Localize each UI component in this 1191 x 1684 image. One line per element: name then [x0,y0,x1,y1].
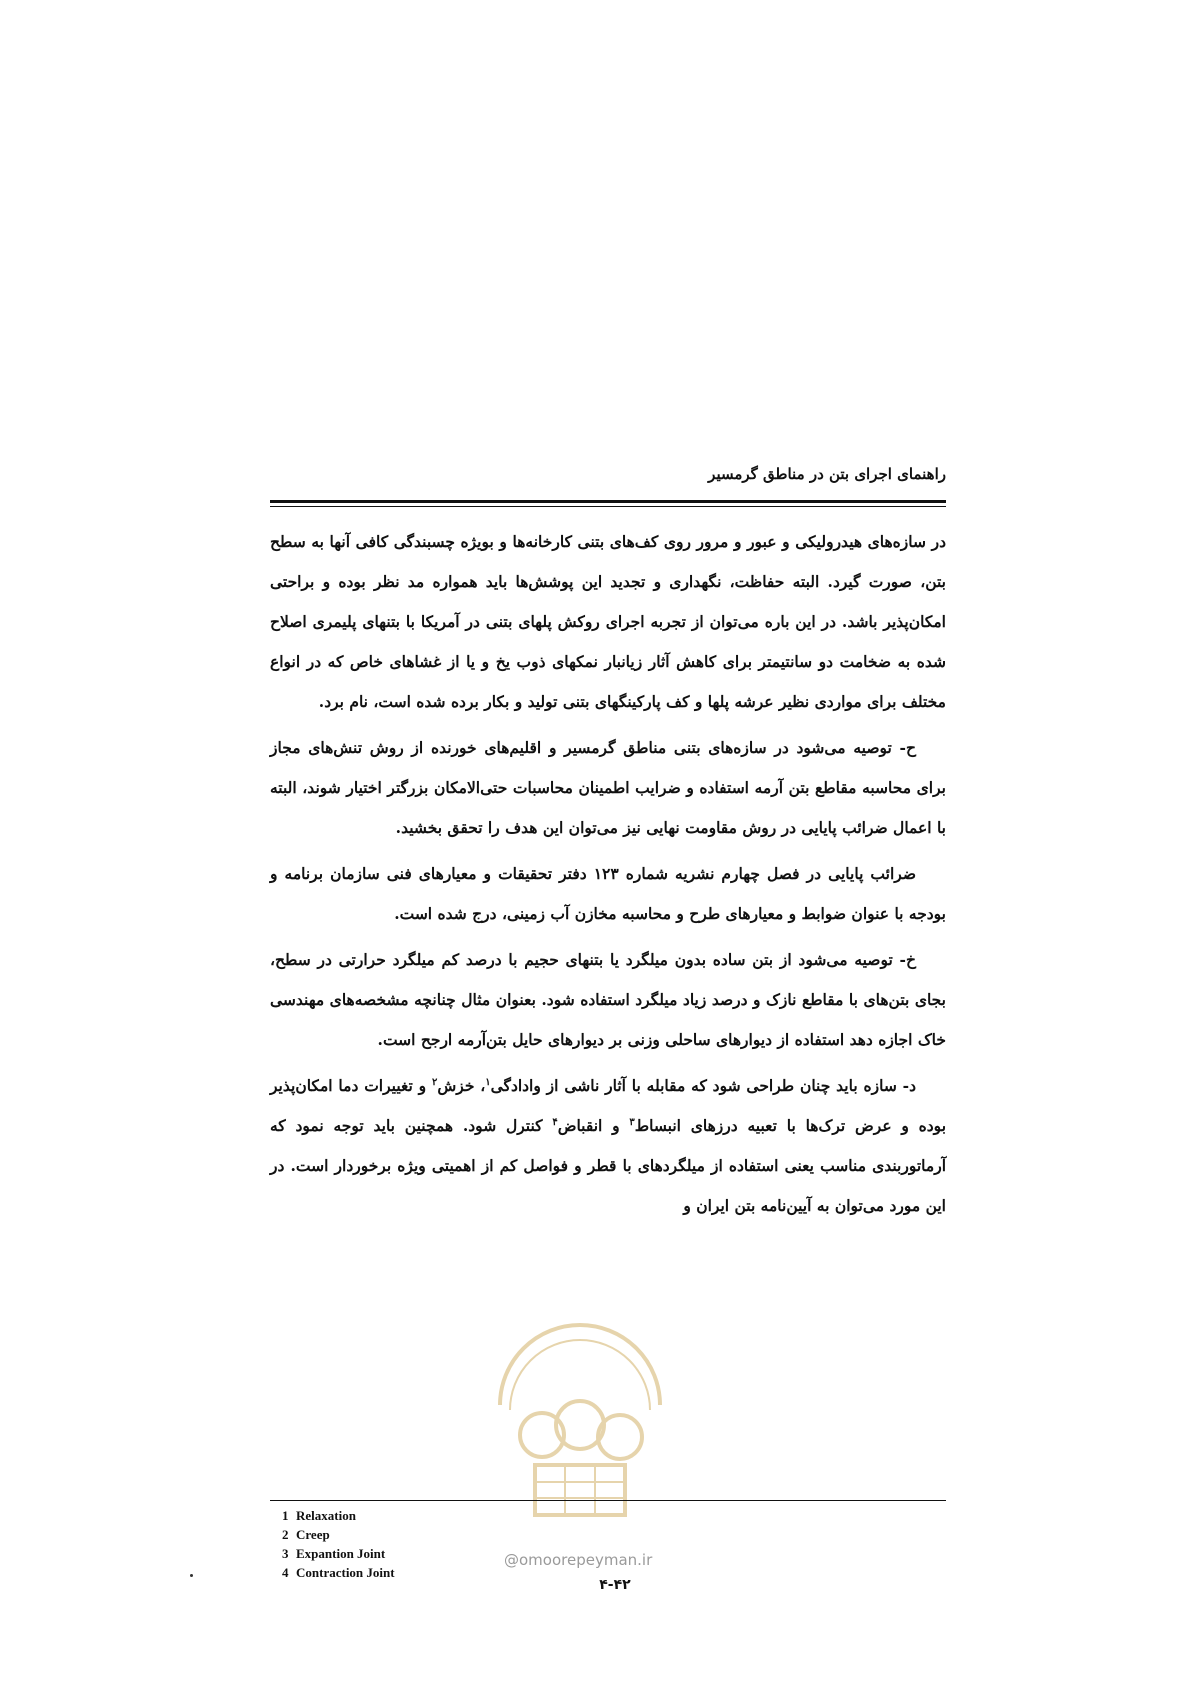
text-run: و تغییرات دما امکان‌پذیر بوده و عرض ترک‌ها با تعبیه درزهای انبساط [270,1076,947,1135]
paragraph-with-footnote-refs [270,1066,946,1226]
footnote-number: 1 [282,1508,289,1523]
header-rule [270,500,946,503]
page-number: ۴-۴۲ [599,1577,631,1593]
footnote-item [282,1544,395,1563]
footnote-number: 2 [282,1527,289,1542]
footnote-text: Contraction Joint [296,1565,395,1580]
footnote-ref: ۳ [629,1116,635,1128]
footnote-item [282,1506,395,1525]
paragraph: در سازه‌های هیدرولیکی و عبور و مرور روی کف‌های بتنی کارخانه‌ها و بویژه چسبندگی کافی آنها به سطح بتن، صورت گیرد. البته حفاظت، نگهداری و تجدید این پوشش‌ها باید همواره مد نظر بوده و براحتی امکان‌پذیر باشد. در این باره می‌توان از تجربه اجرای روکش پلهای بتنی در آمریکا با بتنهای پلیمری اصلاح شده به ضخامت دو سانتیمتر برای کاهش آثار زیانبار نمکهای ذوب یخ و یا از غشاهای خاص که در انواع مختلف برای مواردی نظیر عرشه پلها و کف پارکینگهای بتنی تولید و بکار برده شده است، نام برد. [270,532,947,711]
footnote-text: Expantion Joint [296,1546,386,1561]
text-run: ، خزش [437,1076,486,1095]
watermark-url: @omoorepeyman.ir [504,1551,653,1569]
footnote-ref: ۱ [485,1076,491,1088]
footnote-item [282,1563,395,1582]
paragraph: ح- توصیه می‌شود در سازه‌های بتنی مناطق گرمسیر و اقلیم‌های خورنده از روش تنش‌های مجاز برای محاسبه مقاطع بتن آرمه استفاده و ضرایب اطمینان محاسبات حتی‌الامکان بزرگتر اختیار شوند، البته با اعمال ضرائب پایایی در روش مقاومت نهایی نیز می‌توان این هدف را تحقق بخشید. [270,738,946,837]
body-text [270,522,946,1232]
footnote-ref: ۲ [431,1076,438,1088]
footnote-number: 3 [282,1546,289,1561]
footnote-ref: ۴ [552,1116,558,1128]
footnote-number: 4 [282,1565,289,1580]
watermark-seal-icon [480,1285,680,1525]
footnote-text: Relaxation [296,1508,356,1523]
paragraph: خ- توصیه می‌شود از بتن ساده بدون میلگرد یا بتنهای حجیم با درصد کم میلگرد حرارتی در سطح، بجای بتن‌های با مقاطع نازک و درصد زیاد میلگرد استفاده شود. بعنوان مثال چنانچه مشخصه‌های مهندسی خاک اجازه دهد استفاده از دیوارهای ساحلی وزنی بر دیوارهای حایل بتن‌آرمه ارجح است. [270,950,946,1049]
header-rule-thin [270,506,946,507]
paragraph: ضرائب پایایی در فصل چهارم نشریه شماره ۱۲۳ دفتر تحقیقات و معیارهای فنی سازمان برنامه و بودجه با عنوان ضوابط و معیارهای طرح و محاسبه مخازن آب زمینی، درج شده است. [270,864,946,923]
text-run: د- سازه باید چنان طراحی شود که مقابله با آثار ناشی از وادادگی [490,1076,916,1095]
running-header: راهنمای اجرای بتن در مناطق گرمسیر [708,465,946,483]
text-run: کنترل شود. همچنین باید توجه نمود که آرماتوربندی مناسب یعنی استفاده از میلگردهای با قطر و فواصل کم از اهمیتی ویژه برخوردار است. در این مورد می‌توان به آیین‌نامه بتن ایران و [270,1116,946,1215]
scan-dot [190,1574,193,1577]
footnote-item [282,1525,395,1544]
footnote-text: Creep [296,1527,330,1542]
footnote-rule [270,1500,946,1501]
text-run: و انقباض [557,1116,630,1135]
footnotes [282,1506,395,1582]
